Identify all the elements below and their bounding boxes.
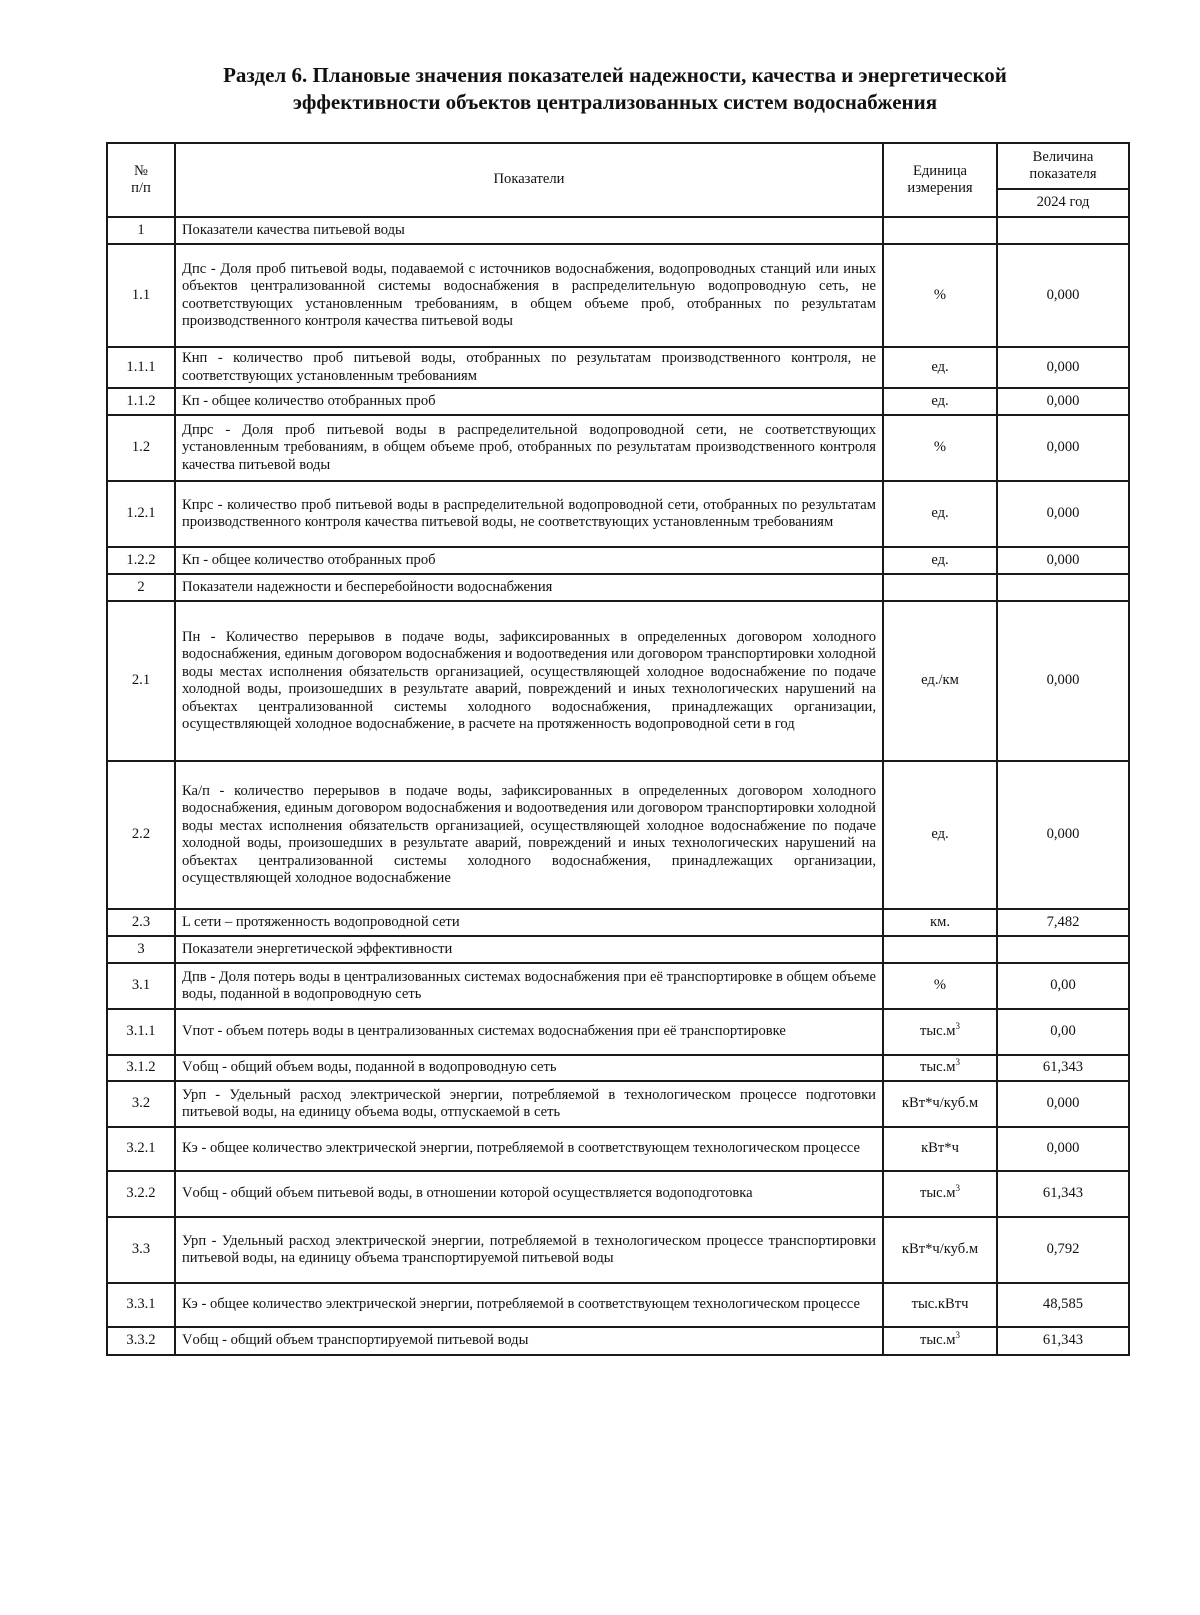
row-number: 3.3.2	[107, 1327, 175, 1355]
row-unit-text: кВт*ч	[921, 1140, 959, 1157]
row-indicator: Дпрс - Доля проб питьевой воды в распределительной водопроводной сети, не соответствующих установленным требованиям, в общем объеме проб, отобранных по результатам производственного контроля качества питьевой воды	[175, 415, 883, 481]
row-unit	[883, 1055, 997, 1081]
table-row	[107, 1171, 1129, 1217]
row-indicator: Vпот - объем потерь воды в централизованных системах водоснабжения при её транспортировке	[175, 1009, 883, 1055]
row-indicator: Vобщ - общий объем воды, поданной в водопроводную сеть	[175, 1055, 883, 1081]
row-number: 3.1.1	[107, 1009, 175, 1055]
row-value	[997, 217, 1129, 244]
row-value	[997, 574, 1129, 601]
row-value: 0,000	[997, 1127, 1129, 1171]
table-row	[107, 761, 1129, 909]
row-unit-text: тыс.м	[919, 1185, 956, 1202]
row-value: 61,343	[997, 1327, 1129, 1355]
table-row	[107, 1081, 1129, 1127]
row-unit	[883, 1081, 997, 1127]
row-indicator: Дпс - Доля проб питьевой воды, подаваемой с источников водоснабжения, водопроводных станций или иных объектов централизованной системы водоснабжения в распределительную водопроводную сеть, не соответствующих установленным требованиям, в общем объеме проб, отобранных по результатам производственного контроля качества питьевой воды	[175, 244, 883, 347]
row-value: 0,000	[997, 547, 1129, 574]
row-indicator: Кэ - общее количество электрической энергии, потребляемой в соответствующем технологическом процессе	[175, 1283, 883, 1327]
table-row	[107, 388, 1129, 415]
row-number: 3.2	[107, 1081, 175, 1127]
row-unit-text: ед.	[931, 551, 949, 568]
row-unit-text: тыс.м	[919, 1059, 956, 1076]
row-value: 48,585	[997, 1283, 1129, 1327]
page-title-line-1: Раздел 6. Плановые значения показателей надежности, качества и энергетической	[223, 63, 1007, 87]
table-row	[107, 574, 1129, 601]
indicators-table	[106, 142, 1130, 1356]
row-value: 0,00	[997, 963, 1129, 1009]
row-number: 3.1.2	[107, 1055, 175, 1081]
table-row	[107, 1127, 1129, 1171]
row-value: 0,000	[997, 415, 1129, 481]
row-indicator: Показатели надежности и бесперебойности водоснабжения	[175, 574, 883, 601]
row-unit-text: ед.	[931, 505, 949, 522]
row-value: 61,343	[997, 1171, 1129, 1217]
row-value	[997, 936, 1129, 963]
table-row	[107, 1283, 1129, 1327]
row-value: 0,000	[997, 1081, 1129, 1127]
row-number: 1.1.1	[107, 347, 175, 388]
row-unit	[883, 963, 997, 1009]
row-number: 1.1	[107, 244, 175, 347]
row-number: 1	[107, 217, 175, 244]
row-unit-text: ед.	[931, 392, 949, 409]
row-number: 2.3	[107, 909, 175, 936]
row-value: 0,000	[997, 244, 1129, 347]
row-indicator: Vобщ - общий объем транспортируемой питьевой воды	[175, 1327, 883, 1355]
row-unit-superscript: 3	[955, 1021, 961, 1032]
row-number: 3	[107, 936, 175, 963]
row-number: 3.1	[107, 963, 175, 1009]
table-row	[107, 963, 1129, 1009]
table-row	[107, 601, 1129, 761]
row-indicator: Vобщ - общий объем питьевой воды, в отношении которой осуществляется водоподготовка	[175, 1171, 883, 1217]
header-value: Величина показателя	[997, 143, 1129, 189]
row-value: 0,000	[997, 481, 1129, 547]
row-indicator: Кнп - количество проб питьевой воды, отобранных по результатам производственного контроля, не соответствующих установленным требованиям	[175, 347, 883, 388]
row-unit	[883, 1217, 997, 1283]
row-number: 2.2	[107, 761, 175, 909]
row-value: 7,482	[997, 909, 1129, 936]
row-unit-text: %	[933, 977, 947, 994]
header-year: 2024 год	[997, 189, 1129, 217]
row-unit-text: %	[933, 439, 947, 456]
row-indicator: Показатели энергетической эффективности	[175, 936, 883, 963]
row-unit	[883, 761, 997, 909]
table-row	[107, 244, 1129, 347]
row-unit-superscript: 3	[955, 1183, 961, 1194]
row-unit	[883, 601, 997, 761]
row-unit-text: км.	[930, 913, 950, 930]
row-value: 0,00	[997, 1009, 1129, 1055]
row-indicator: L сети – протяженность водопроводной сети	[175, 909, 883, 936]
row-number: 3.3	[107, 1217, 175, 1283]
row-value: 0,000	[997, 761, 1129, 909]
row-unit	[883, 1327, 997, 1355]
row-unit	[883, 547, 997, 574]
row-indicator: Пн - Количество перерывов в подаче воды, зафиксированных в определенных договором холодного водоснабжения, единым договором водоснабжения и водоотведения или договором транспортировки холодной воды местах исполнения обязательств организацией, осуществляющей холодное водоснабжение по подаче холодной воды, произошедших в результате аварий, повреждений и иных технологических нарушений на объектах централизованной системы холодного водоснабжения, принадлежащих организации, осуществляющей холодное водоснабжение, в расчете на протяженность водопроводной сети в год	[175, 601, 883, 761]
row-value: 0,000	[997, 601, 1129, 761]
table-row	[107, 415, 1129, 481]
row-indicator: Кпрс - количество проб питьевой воды в распределительной водопроводной сети, отобранных по результатам производственного контроля качества питьевой воды, не соответствующих установленным требованиям	[175, 481, 883, 547]
table-row	[107, 936, 1129, 963]
header-num: № п/п	[107, 143, 175, 217]
row-unit-text: кВт*ч/куб.м	[901, 1095, 979, 1112]
row-unit	[883, 481, 997, 547]
table-row	[107, 1327, 1129, 1355]
row-unit-text: тыс.м	[919, 1332, 956, 1349]
row-unit-text: ед.	[931, 358, 949, 375]
row-number: 1.2.2	[107, 547, 175, 574]
row-number: 3.2.2	[107, 1171, 175, 1217]
row-unit	[883, 244, 997, 347]
table-row	[107, 1217, 1129, 1283]
row-unit	[883, 1127, 997, 1171]
header-indicators: Показатели	[175, 143, 883, 217]
row-unit-text: тыс.кВтч	[911, 1296, 969, 1313]
row-unit	[883, 388, 997, 415]
row-unit	[883, 936, 997, 963]
row-unit-text: кВт*ч/куб.м	[901, 1241, 979, 1258]
row-indicator: Кп - общее количество отобранных проб	[175, 388, 883, 415]
row-number: 2.1	[107, 601, 175, 761]
row-unit	[883, 1009, 997, 1055]
row-indicator: Дпв - Доля потерь воды в централизованных системах водоснабжения при её транспортировке в общем объеме воды, поданной в водопроводную сеть	[175, 963, 883, 1009]
header-unit: Единица измерения	[883, 143, 997, 217]
row-value: 0,000	[997, 388, 1129, 415]
row-value: 61,343	[997, 1055, 1129, 1081]
row-unit	[883, 1283, 997, 1327]
row-number: 1.2.1	[107, 481, 175, 547]
table-header	[107, 143, 1129, 217]
row-unit-text: тыс.м	[919, 1023, 956, 1040]
row-value: 0,000	[997, 347, 1129, 388]
page-title	[100, 62, 1130, 116]
row-unit-superscript: 3	[955, 1057, 961, 1068]
table-row	[107, 481, 1129, 547]
row-number: 1.2	[107, 415, 175, 481]
row-unit	[883, 574, 997, 601]
row-unit	[883, 1171, 997, 1217]
row-unit-text: ед.	[931, 826, 949, 843]
row-unit	[883, 415, 997, 481]
table-row	[107, 547, 1129, 574]
row-value: 0,792	[997, 1217, 1129, 1283]
row-unit	[883, 217, 997, 244]
table-row	[107, 1009, 1129, 1055]
row-number: 1.1.2	[107, 388, 175, 415]
row-indicator: Урп - Удельный расход электрической энергии, потребляемой в технологическом процессе подготовки питьевой воды, на единицу объема воды, отпускаемой в сеть	[175, 1081, 883, 1127]
table-row	[107, 217, 1129, 244]
row-number: 3.2.1	[107, 1127, 175, 1171]
table-body	[107, 217, 1129, 1355]
row-indicator: Урп - Удельный расход электрической энергии, потребляемой в технологическом процессе транспортировки питьевой воды, на единицу объема транспортируемой питьевой воды	[175, 1217, 883, 1283]
row-indicator: Показатели качества питьевой воды	[175, 217, 883, 244]
page-title-line-2: эффективности объектов централизованных систем водоснабжения	[292, 90, 938, 114]
table-row	[107, 909, 1129, 936]
row-number: 2	[107, 574, 175, 601]
row-unit	[883, 347, 997, 388]
row-number: 3.3.1	[107, 1283, 175, 1327]
row-unit-superscript: 3	[955, 1330, 961, 1341]
row-indicator: Кп - общее количество отобранных проб	[175, 547, 883, 574]
row-unit	[883, 909, 997, 936]
table-row	[107, 347, 1129, 388]
row-indicator: Ка/п - количество перерывов в подаче воды, зафиксированных в определенных договором холодного водоснабжения, единым договором водоснабжения и водоотведения или договором транспортировки холодной воды местах исполнения обязательств организацией, осуществляющей холодное водоснабжение по подаче холодной воды, произошедших в результате аварий, повреждений и иных технологических нарушений на объектах централизованной системы холодного водоснабжения, принадлежащих организации, осуществляющей холодное водоснабжение	[175, 761, 883, 909]
table-row	[107, 1055, 1129, 1081]
row-unit-text: %	[933, 286, 947, 303]
row-unit-text: ед./км	[921, 672, 959, 689]
row-indicator: Кэ - общее количество электрической энергии, потребляемой в соответствующем технологическом процессе	[175, 1127, 883, 1171]
